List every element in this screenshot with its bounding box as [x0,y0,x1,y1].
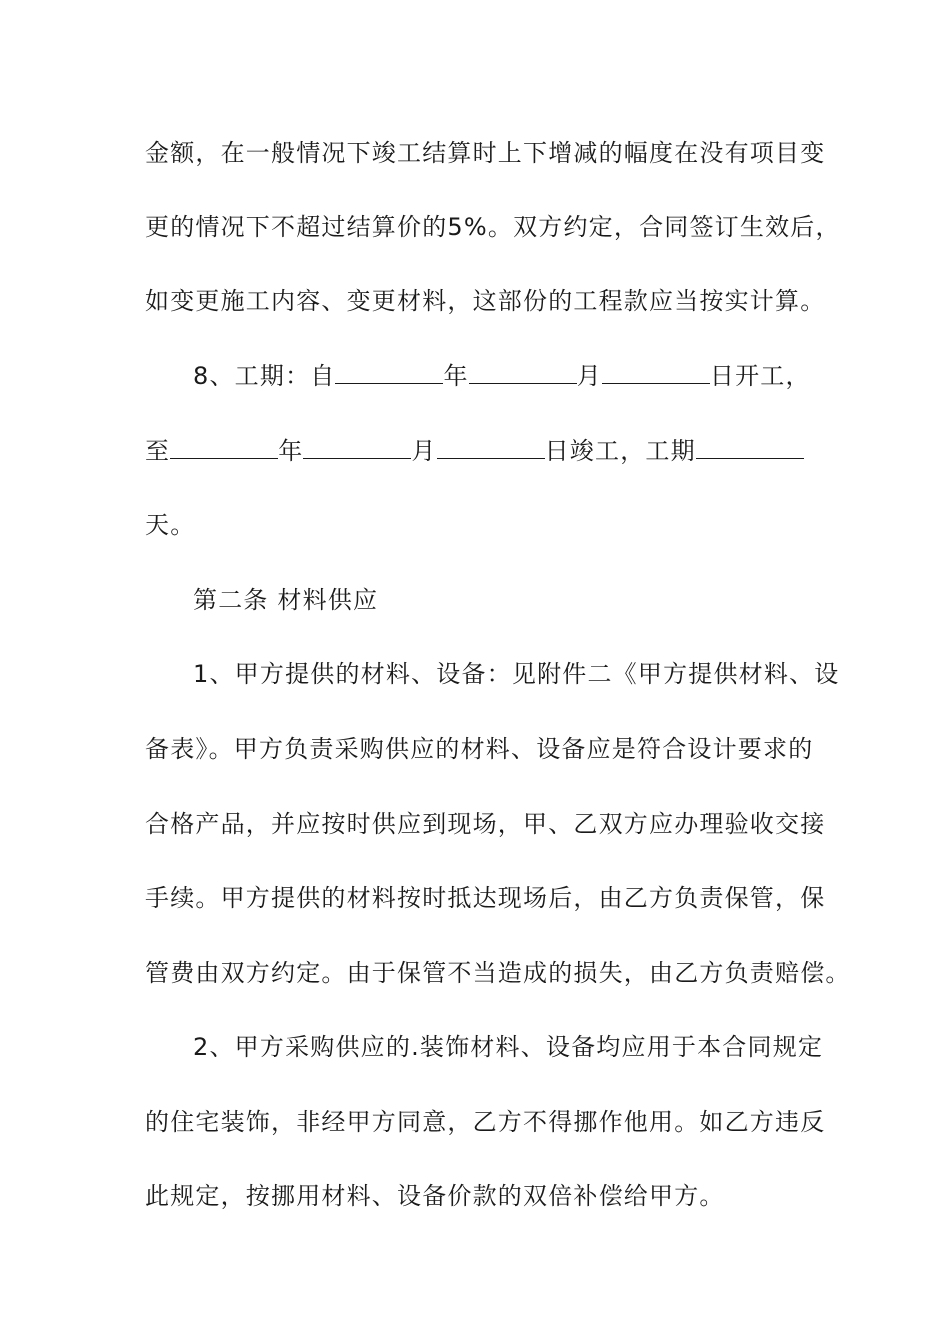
end-year-blank [170,436,278,459]
year-unit: 年 [443,362,469,390]
end-month-blank [303,436,411,459]
schedule-days-line: 天。 [145,511,196,539]
start-day-text: 日开工， [709,362,811,390]
to-text: 至 [145,437,171,465]
schedule-end-line [145,436,804,466]
body-text-line: 更的情况下不超过结算价的5%。双方约定，合同签订生效后， [145,213,841,241]
article-title: 第二条 材料供应 [193,586,379,614]
body-text-line: 合格产品，并应按时供应到现场，甲、乙双方应办理验收交接 [145,810,826,838]
duration-blank [696,436,804,459]
body-text-line: 管费由双方约定。由于保管不当造成的损失，由乙方负责赔偿。 [145,959,851,987]
end-day-blank [437,436,545,459]
schedule-start-line [193,361,811,391]
body-text-line: 的住宅装饰，非经甲方同意，乙方不得挪作他用。如乙方违反 [145,1108,826,1136]
year-unit: 年 [278,437,304,465]
body-text-line: 如变更施工内容、变更材料，这部份的工程款应当按实计算。 [145,287,826,315]
month-unit: 月 [411,437,437,465]
body-text-line: 2、甲方采购供应的.装饰材料、设备均应用于本合同规定 [193,1033,824,1061]
body-text-line: 1、甲方提供的材料、设备：见附件二《甲方提供材料、设 [193,660,840,688]
start-day-blank [602,361,710,384]
body-text-line: 金额，在一般情况下竣工结算时上下增减的幅度在没有项目变 [145,139,826,167]
body-text-line: 此规定，按挪用材料、设备价款的双倍补偿给甲方。 [145,1182,725,1210]
start-month-blank [469,361,577,384]
start-year-blank [335,361,443,384]
schedule-label: 8、工期：自 [193,362,336,390]
body-text-line: 备表》。甲方负责采购供应的材料、设备应是符合设计要求的 [145,735,814,763]
month-unit: 月 [576,362,602,390]
end-day-text: 日竣工，工期 [544,437,696,465]
body-text-line: 手续。甲方提供的材料按时抵达现场后，由乙方负责保管，保 [145,884,826,912]
